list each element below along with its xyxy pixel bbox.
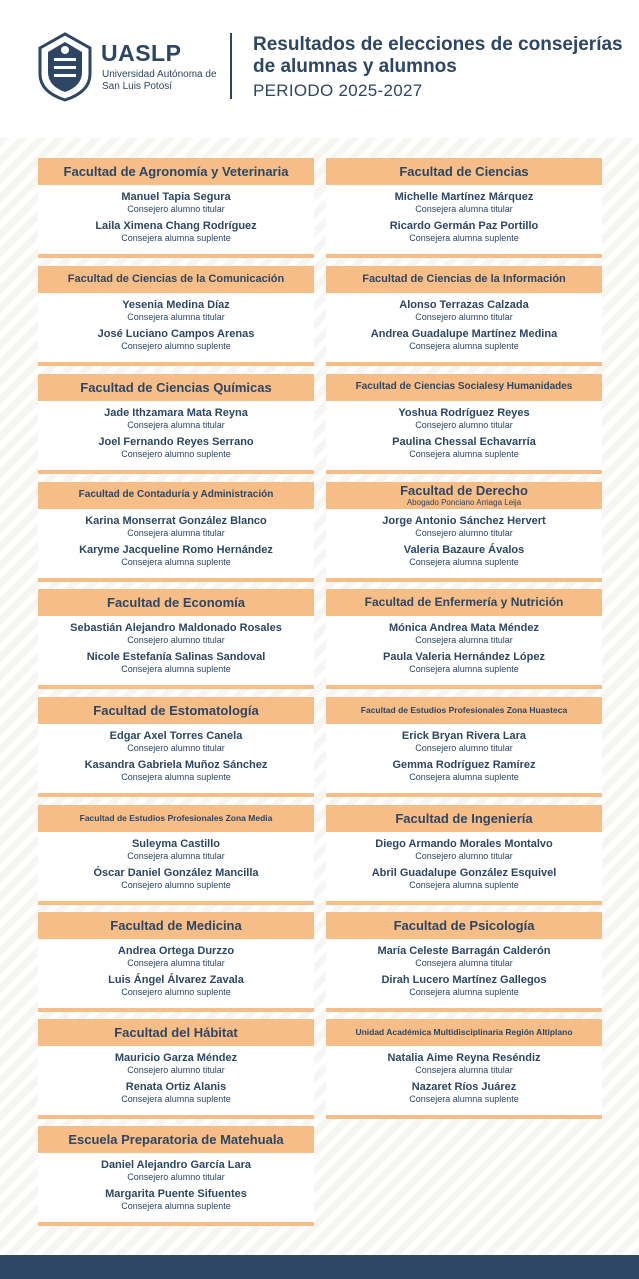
- member-suplente: [326, 328, 602, 352]
- faculty-name: Facultad de Agronomía y Veterinaria: [63, 163, 289, 179]
- member-suplente: [326, 974, 602, 998]
- faculty-header: [38, 266, 314, 293]
- member-titular: [38, 730, 314, 754]
- member-suplente: [38, 759, 314, 783]
- member-titular: [38, 407, 314, 431]
- faculty-name: Facultad de Ciencias de la Comunicación: [67, 272, 285, 285]
- member-suplente: [38, 220, 314, 244]
- member-role: Consejero alumno titular: [415, 312, 513, 322]
- member-titular: [326, 730, 602, 754]
- page-title: Resultados de elecciones de consejerías de alumnas y alumnos: [253, 34, 623, 77]
- faculty-header: [326, 1019, 602, 1046]
- faculty-name: Facultad de Ingeniería: [395, 810, 533, 826]
- member-role: Consejera alumna suplente: [409, 341, 519, 351]
- member-titular: [38, 299, 314, 323]
- member-suplente: [38, 544, 314, 568]
- faculty-header: [38, 1126, 314, 1153]
- faculty-card: [326, 266, 602, 366]
- uaslp-emblem-icon: [36, 30, 94, 102]
- faculty-header: [38, 374, 314, 401]
- faculty-name: Facultad de Psicología: [393, 917, 535, 933]
- faculty-card: [38, 158, 314, 258]
- logo-subtitle: Universidad Autónoma de San Luis Potosí: [102, 69, 217, 92]
- faculty-card: [326, 374, 602, 474]
- member-role: Consejera alumna titular: [415, 204, 513, 214]
- member-role: Consejero alumno suplente: [121, 341, 231, 351]
- member-role: Consejera alumna suplente: [121, 772, 231, 782]
- member-name: Michelle Martínez Márquez: [394, 191, 534, 203]
- member-name: Abril Guadalupe González Esquivel: [371, 867, 557, 879]
- member-role: Consejera alumna suplente: [409, 449, 519, 459]
- faculty-name: Facultad de Enfermería y Nutrición: [364, 595, 564, 610]
- member-name: Andrea Ortega Durzzo: [117, 945, 235, 957]
- member-suplente: [38, 328, 314, 352]
- member-name: Nicole Estefanía Salinas Sandoval: [86, 651, 266, 663]
- faculty-card: [326, 697, 602, 797]
- member-role: Consejera alumna suplente: [409, 880, 519, 890]
- faculty-name: Unidad Académica Multidisciplinaria Región Altiplano: [355, 1027, 573, 1038]
- faculty-header: [326, 158, 602, 185]
- member-titular: [326, 945, 602, 969]
- member-role: Consejera alumna suplente: [409, 233, 519, 243]
- member-role: Consejera alumna suplente: [409, 987, 519, 997]
- faculty-card: [38, 374, 314, 474]
- member-name: Andrea Guadalupe Martínez Medina: [370, 328, 558, 340]
- member-name: Renata Ortiz Alanis: [125, 1081, 227, 1093]
- member-suplente: [38, 1081, 314, 1105]
- member-name: Dirah Lucero Martínez Gallegos: [381, 974, 547, 986]
- member-name: Daniel Alejandro García Lara: [101, 1159, 251, 1171]
- member-titular: [326, 622, 602, 646]
- member-titular: [38, 622, 314, 646]
- member-name: Erick Bryan Rivera Lara: [401, 730, 527, 742]
- member-titular: [326, 515, 602, 539]
- faculty-name: Facultad de Estudios Profesionales Zona Huasteca: [360, 705, 568, 716]
- faculty-card: [38, 1019, 314, 1119]
- member-role: Consejera alumna titular: [127, 958, 225, 968]
- member-role: Consejera alumna suplente: [121, 1094, 231, 1104]
- member-name: Laila Ximena Chang Rodríguez: [95, 220, 257, 232]
- member-name: María Celeste Barragán Calderón: [377, 945, 551, 957]
- member-suplente: [38, 974, 314, 998]
- faculty-header: [38, 1019, 314, 1046]
- member-name: Sebastián Alejandro Maldonado Rosales: [70, 622, 282, 634]
- faculty-header: [326, 912, 602, 939]
- member-role: Consejero alumno titular: [415, 851, 513, 861]
- faculty-header: [326, 589, 602, 616]
- member-name: Alonso Terrazas Calzada: [399, 299, 529, 311]
- member-role: Consejera alumna titular: [415, 635, 513, 645]
- member-role: Consejero alumno titular: [415, 528, 513, 538]
- faculty-card: [326, 589, 602, 689]
- member-name: Margarita Puente Sifuentes: [105, 1188, 247, 1200]
- member-role: Consejero alumno titular: [415, 420, 513, 430]
- faculty-header: [326, 697, 602, 724]
- faculty-name: Facultad de Ciencias Socialesy Humanidades: [355, 381, 573, 393]
- member-suplente: [326, 1081, 602, 1105]
- member-role: Consejera alumna suplente: [121, 1201, 231, 1211]
- member-suplente: [326, 436, 602, 460]
- member-titular: [38, 191, 314, 215]
- faculty-name: Facultad de Ciencias de la Información: [362, 272, 566, 285]
- member-suplente: [326, 867, 602, 891]
- faculty-card: [38, 482, 314, 582]
- faculty-card: [38, 589, 314, 689]
- member-suplente: [326, 220, 602, 244]
- faculty-name: Facultad de Ciencias: [399, 163, 529, 179]
- member-titular: [38, 945, 314, 969]
- faculty-header: [38, 589, 314, 616]
- faculty-header: [326, 482, 602, 509]
- member-suplente: [38, 651, 314, 675]
- member-name: Mónica Andrea Mata Méndez: [389, 622, 539, 634]
- member-name: Joel Fernando Reyes Serrano: [98, 436, 254, 448]
- faculty-card: [326, 805, 602, 905]
- member-name: Luis Ángel Álvarez Zavala: [108, 974, 244, 986]
- member-name: Nazaret Ríos Juárez: [411, 1081, 517, 1093]
- faculty-header: [38, 697, 314, 724]
- member-name: José Luciano Campos Arenas: [97, 328, 255, 340]
- member-name: Suleyma Castillo: [131, 838, 221, 850]
- member-role: Consejero alumno suplente: [121, 880, 231, 890]
- faculty-card: [326, 482, 602, 582]
- member-name: Kasandra Gabriela Muñoz Sánchez: [84, 759, 268, 771]
- faculty-subtitle: Abogado Ponciano Arriaga Leija: [406, 497, 522, 507]
- faculty-name: Facultad de Ciencias Químicas: [80, 379, 272, 395]
- member-name: Karyme Jacqueline Romo Hernández: [79, 544, 273, 556]
- member-role: Consejera alumna titular: [415, 958, 513, 968]
- faculty-card: [326, 158, 602, 258]
- member-role: Consejera alumna suplente: [409, 1094, 519, 1104]
- member-titular: [326, 191, 602, 215]
- header: [0, 0, 639, 138]
- member-titular: [326, 838, 602, 862]
- member-name: Jade Ithzamara Mata Reyna: [104, 407, 248, 419]
- header-divider: [230, 33, 232, 99]
- member-titular: [326, 299, 602, 323]
- member-name: Diego Armando Morales Montalvo: [375, 838, 553, 850]
- member-role: Consejero alumno titular: [127, 743, 225, 753]
- logo-name: UASLP: [101, 40, 182, 66]
- faculty-header: [38, 482, 314, 509]
- member-role: Consejero alumno suplente: [121, 449, 231, 459]
- faculty-name: Facultad de Medicina: [110, 917, 242, 933]
- faculty-name: Facultad de Estudios Profesionales Zona Media: [79, 813, 273, 824]
- faculty-card: [326, 1019, 602, 1119]
- member-role: Consejero alumno titular: [127, 1172, 225, 1182]
- faculty-card: [326, 912, 602, 1012]
- member-name: Valeria Bazaure Ávalos: [403, 544, 525, 556]
- faculty-name: Facultad de Estomatología: [93, 702, 259, 718]
- faculty-name: Facultad de Contaduría y Administración: [78, 489, 274, 501]
- member-suplente: [326, 544, 602, 568]
- faculty-header: [326, 374, 602, 401]
- footer-bar: [0, 1255, 639, 1279]
- member-name: Gemma Rodríguez Ramírez: [392, 759, 536, 771]
- member-suplente: [326, 759, 602, 783]
- member-suplente: [38, 1188, 314, 1212]
- member-role: Consejera alumna titular: [415, 1065, 513, 1075]
- period-label: PERIODO 2025-2027: [253, 81, 423, 100]
- faculty-card: [38, 697, 314, 797]
- member-name: Yesenia Medina Díaz: [122, 299, 230, 311]
- member-name: Mauricio Garza Méndez: [114, 1052, 238, 1064]
- member-titular: [38, 515, 314, 539]
- member-name: Yoshua Rodríguez Reyes: [398, 407, 530, 419]
- member-titular: [38, 1159, 314, 1183]
- member-role: Consejera alumna suplente: [409, 664, 519, 674]
- member-titular: [326, 1052, 602, 1076]
- faculty-header: [38, 158, 314, 185]
- member-name: Paula Valeria Hernández López: [382, 651, 545, 663]
- member-titular: [38, 1052, 314, 1076]
- faculty-header: [38, 912, 314, 939]
- faculty-header: [38, 805, 314, 832]
- member-titular: [326, 407, 602, 431]
- member-name: Edgar Axel Torres Canela: [109, 730, 243, 742]
- member-role: Consejero alumno titular: [127, 635, 225, 645]
- faculty-name: Facultad del Hábitat: [114, 1024, 238, 1040]
- faculty-header: [326, 805, 602, 832]
- member-name: Manuel Tapia Segura: [121, 191, 231, 203]
- member-role: Consejera alumna titular: [127, 420, 225, 430]
- faculty-name: Facultad de Economía: [107, 594, 245, 610]
- member-role: Consejero alumno titular: [415, 743, 513, 753]
- member-role: Consejero alumno titular: [127, 1065, 225, 1075]
- faculty-name: Escuela Preparatoria de Matehuala: [68, 1131, 284, 1147]
- member-suplente: [326, 651, 602, 675]
- member-role: Consejero alumno suplente: [121, 987, 231, 997]
- faculty-card: [38, 912, 314, 1012]
- member-role: Consejero alumno titular: [127, 204, 225, 214]
- member-titular: [38, 838, 314, 862]
- faculty-header: [326, 266, 602, 293]
- member-name: Karina Monserrat González Blanco: [85, 515, 267, 527]
- faculty-card: [38, 266, 314, 366]
- faculty-card: [38, 805, 314, 905]
- member-name: Jorge Antonio Sánchez Hervert: [382, 515, 546, 527]
- faculty-card: [38, 1126, 314, 1226]
- member-role: Consejera alumna suplente: [409, 557, 519, 567]
- member-role: Consejera alumna suplente: [121, 664, 231, 674]
- member-role: Consejera alumna suplente: [121, 233, 231, 243]
- member-role: Consejera alumna suplente: [121, 557, 231, 567]
- member-role: Consejera alumna suplente: [409, 772, 519, 782]
- member-name: Óscar Daniel González Mancilla: [93, 867, 259, 879]
- member-name: Ricardo Germán Paz Portillo: [389, 220, 539, 232]
- member-role: Consejera alumna titular: [127, 851, 225, 861]
- member-name: Paulina Chessal Echavarría: [392, 436, 536, 448]
- member-name: Natalia Aime Reyna Reséndiz: [387, 1052, 541, 1064]
- member-suplente: [38, 867, 314, 891]
- member-role: Consejera alumna titular: [127, 528, 225, 538]
- faculty-name: Facultad de Derecho: [400, 482, 528, 498]
- member-suplente: [38, 436, 314, 460]
- member-role: Consejera alumna titular: [127, 312, 225, 322]
